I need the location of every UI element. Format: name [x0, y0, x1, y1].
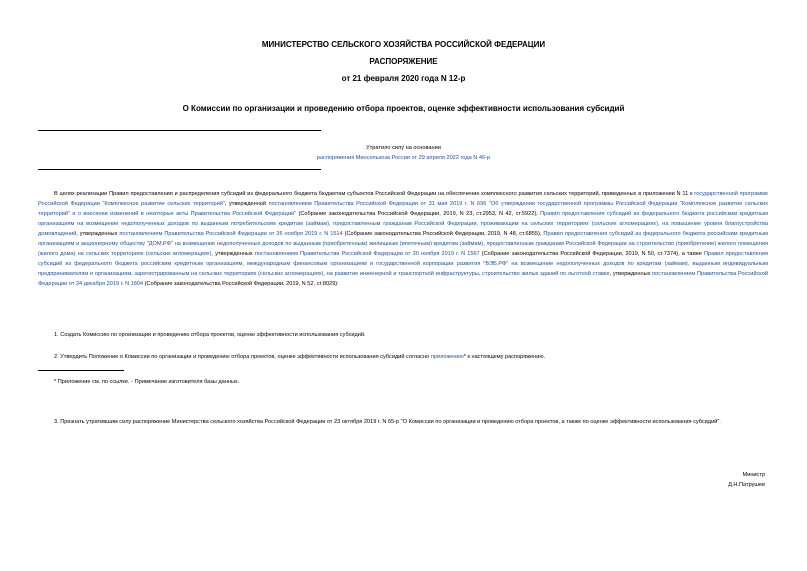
rules-mortgage-link[interactable]: Правил предоставления субсидий из федерального бюджета российским кредитным организациям и акционерному обществу "ДОМ.РФ" на возмещение недополученных доходов по выданным (приобретенным) жилищным (ипотечным) кредитам (займам), предоставленным гражданам Российской Федерации на строительство (приобретение) жилого помещения (жилого дома) на сельских территориях (сельских агломерациях)	[38, 231, 769, 258]
intro-text: (Собрание законодательства Российской Федерации, 2019, N 48, ст.6855),	[342, 231, 544, 238]
repeal-order-link[interactable]: распоряжения Минсельхоза России от 29 апреля 2022 года N 46-р	[316, 155, 491, 161]
resolution-1804-link[interactable]: постановлением Правительства Российской Федерации от 24 декабря 2019 г. N 1804	[38, 271, 769, 288]
program-link[interactable]: государственной программе Российской Федерации "Комплексное развитие сельских территорий"	[38, 191, 768, 208]
intro-text: , утвержденной	[224, 201, 269, 208]
intro-text: (Собрание законодательства Российской Федерации, 2019, N 50, ст.7374), а также	[479, 251, 704, 258]
item-2-text: 2. Утвердить Положение о Комиссии по организации и проведению отбора проектов, оценке эффективности использования субсидий согласно	[54, 354, 431, 360]
item-3: 3. Признать утратившим силу распоряжение Министерства сельского хозяйства Российской Федерации от 23 октября 2019 г. N 65-р "О Комиссии по организации и проведению отбора проектов, а также по оценке эффективности использования субсидий".	[54, 419, 721, 425]
divider	[38, 130, 321, 131]
divider	[38, 169, 321, 170]
signature-name: Д.Н.Патрушев	[728, 482, 765, 488]
rules-consumer-credit-link[interactable]: Правил предоставления субсидий из федерального бюджета российским кредитным организациям на возмещение недополученных доходов по выданным потребительским кредитам (займам), предоставленным гражданам Российской Федерации, проживающим на сельских территориях (сельских агломерациях), на повышение уровня благоустройства домовладений	[38, 211, 768, 238]
intro-text: (Собрание законодательства Российской Федерации, 2019, N 23, ст.2953, N 42, ст.5922),	[296, 211, 541, 218]
item-2	[38, 352, 768, 362]
intro-text: (Собрание законодательства Российской Федерации, 2019, N 52, ст.8029):	[143, 281, 339, 288]
resolution-1514-link[interactable]: постановлением Правительства Российской Федерации от 26 ноября 2019 г. N 1514	[119, 231, 343, 238]
resolution-1567-link[interactable]: постановлением Правительства Российской Федерации от 30 ноября 2019 г. N 1567	[254, 251, 480, 258]
item-2-tail: * к настоящему распоряжению.	[463, 354, 546, 360]
document-subject: О Комиссии по организации и проведению отбора проектов, оценке эффективности использования субсидий	[182, 104, 625, 113]
resolution-696-link[interactable]: постановлением Правительства Российской Федерации от 31 мая 2019 г. N 696 "Об утверждении государственной программы Российской Федерации "Комплексное развитие сельских территорий" и о внесении изменений в некоторые акты Правительства Российской Федерации"	[38, 201, 768, 218]
ministry-title: МИНИСТЕРСТВО СЕЛЬСКОГО ХОЗЯЙСТВА РОССИЙСКОЙ ФЕДЕРАЦИИ	[261, 40, 546, 49]
item-1: 1. Создать Комиссию по организации и проведению отбора проектов, оценке эффективности использования субсидий.	[54, 332, 366, 338]
rules-veb-link[interactable]: Правил предоставления субсидий из федерального бюджета российским кредитным организациям, международным финансовым организациям и государственной корпорации развития "ВЭБ.РФ" на возмещение недополученных доходов по кредитам (займам), выданным индивидуальным предпринимателям и организациям, зарегистрированным на сельских территориях (сельских агломерациях), на развитие инженерной и транспортной инфраструктуры, строительство жилых зданий по льготной ставке	[38, 251, 769, 278]
repeal-note: Утратило силу на основании	[366, 145, 441, 151]
intro-text: , утвержденных	[211, 251, 255, 258]
repeal-note-link-line	[0, 153, 807, 163]
intro-text: , утвержденных	[609, 271, 653, 278]
intro-paragraph	[38, 189, 768, 289]
document-type: РАСПОРЯЖЕНИЕ	[369, 57, 438, 66]
intro-text: В целях реализации Правил предоставления и распределения субсидий из федерального бюджета бюджетам субъектов Российской Федерации на обеспечение комплексного развития сельских территорий, приведенных в приложении N 11 к	[54, 191, 695, 197]
intro-text: , утвержденных	[76, 231, 120, 238]
appendix-link[interactable]: приложению	[430, 354, 464, 360]
signature-position: Министр	[742, 472, 765, 478]
footnote: * Приложение см. по ссылке. - Примечание изготовителя базы данных.	[54, 379, 240, 385]
footnote-divider	[38, 370, 124, 371]
document-date-number: от 21 февраля 2020 года N 12-р	[341, 74, 466, 83]
